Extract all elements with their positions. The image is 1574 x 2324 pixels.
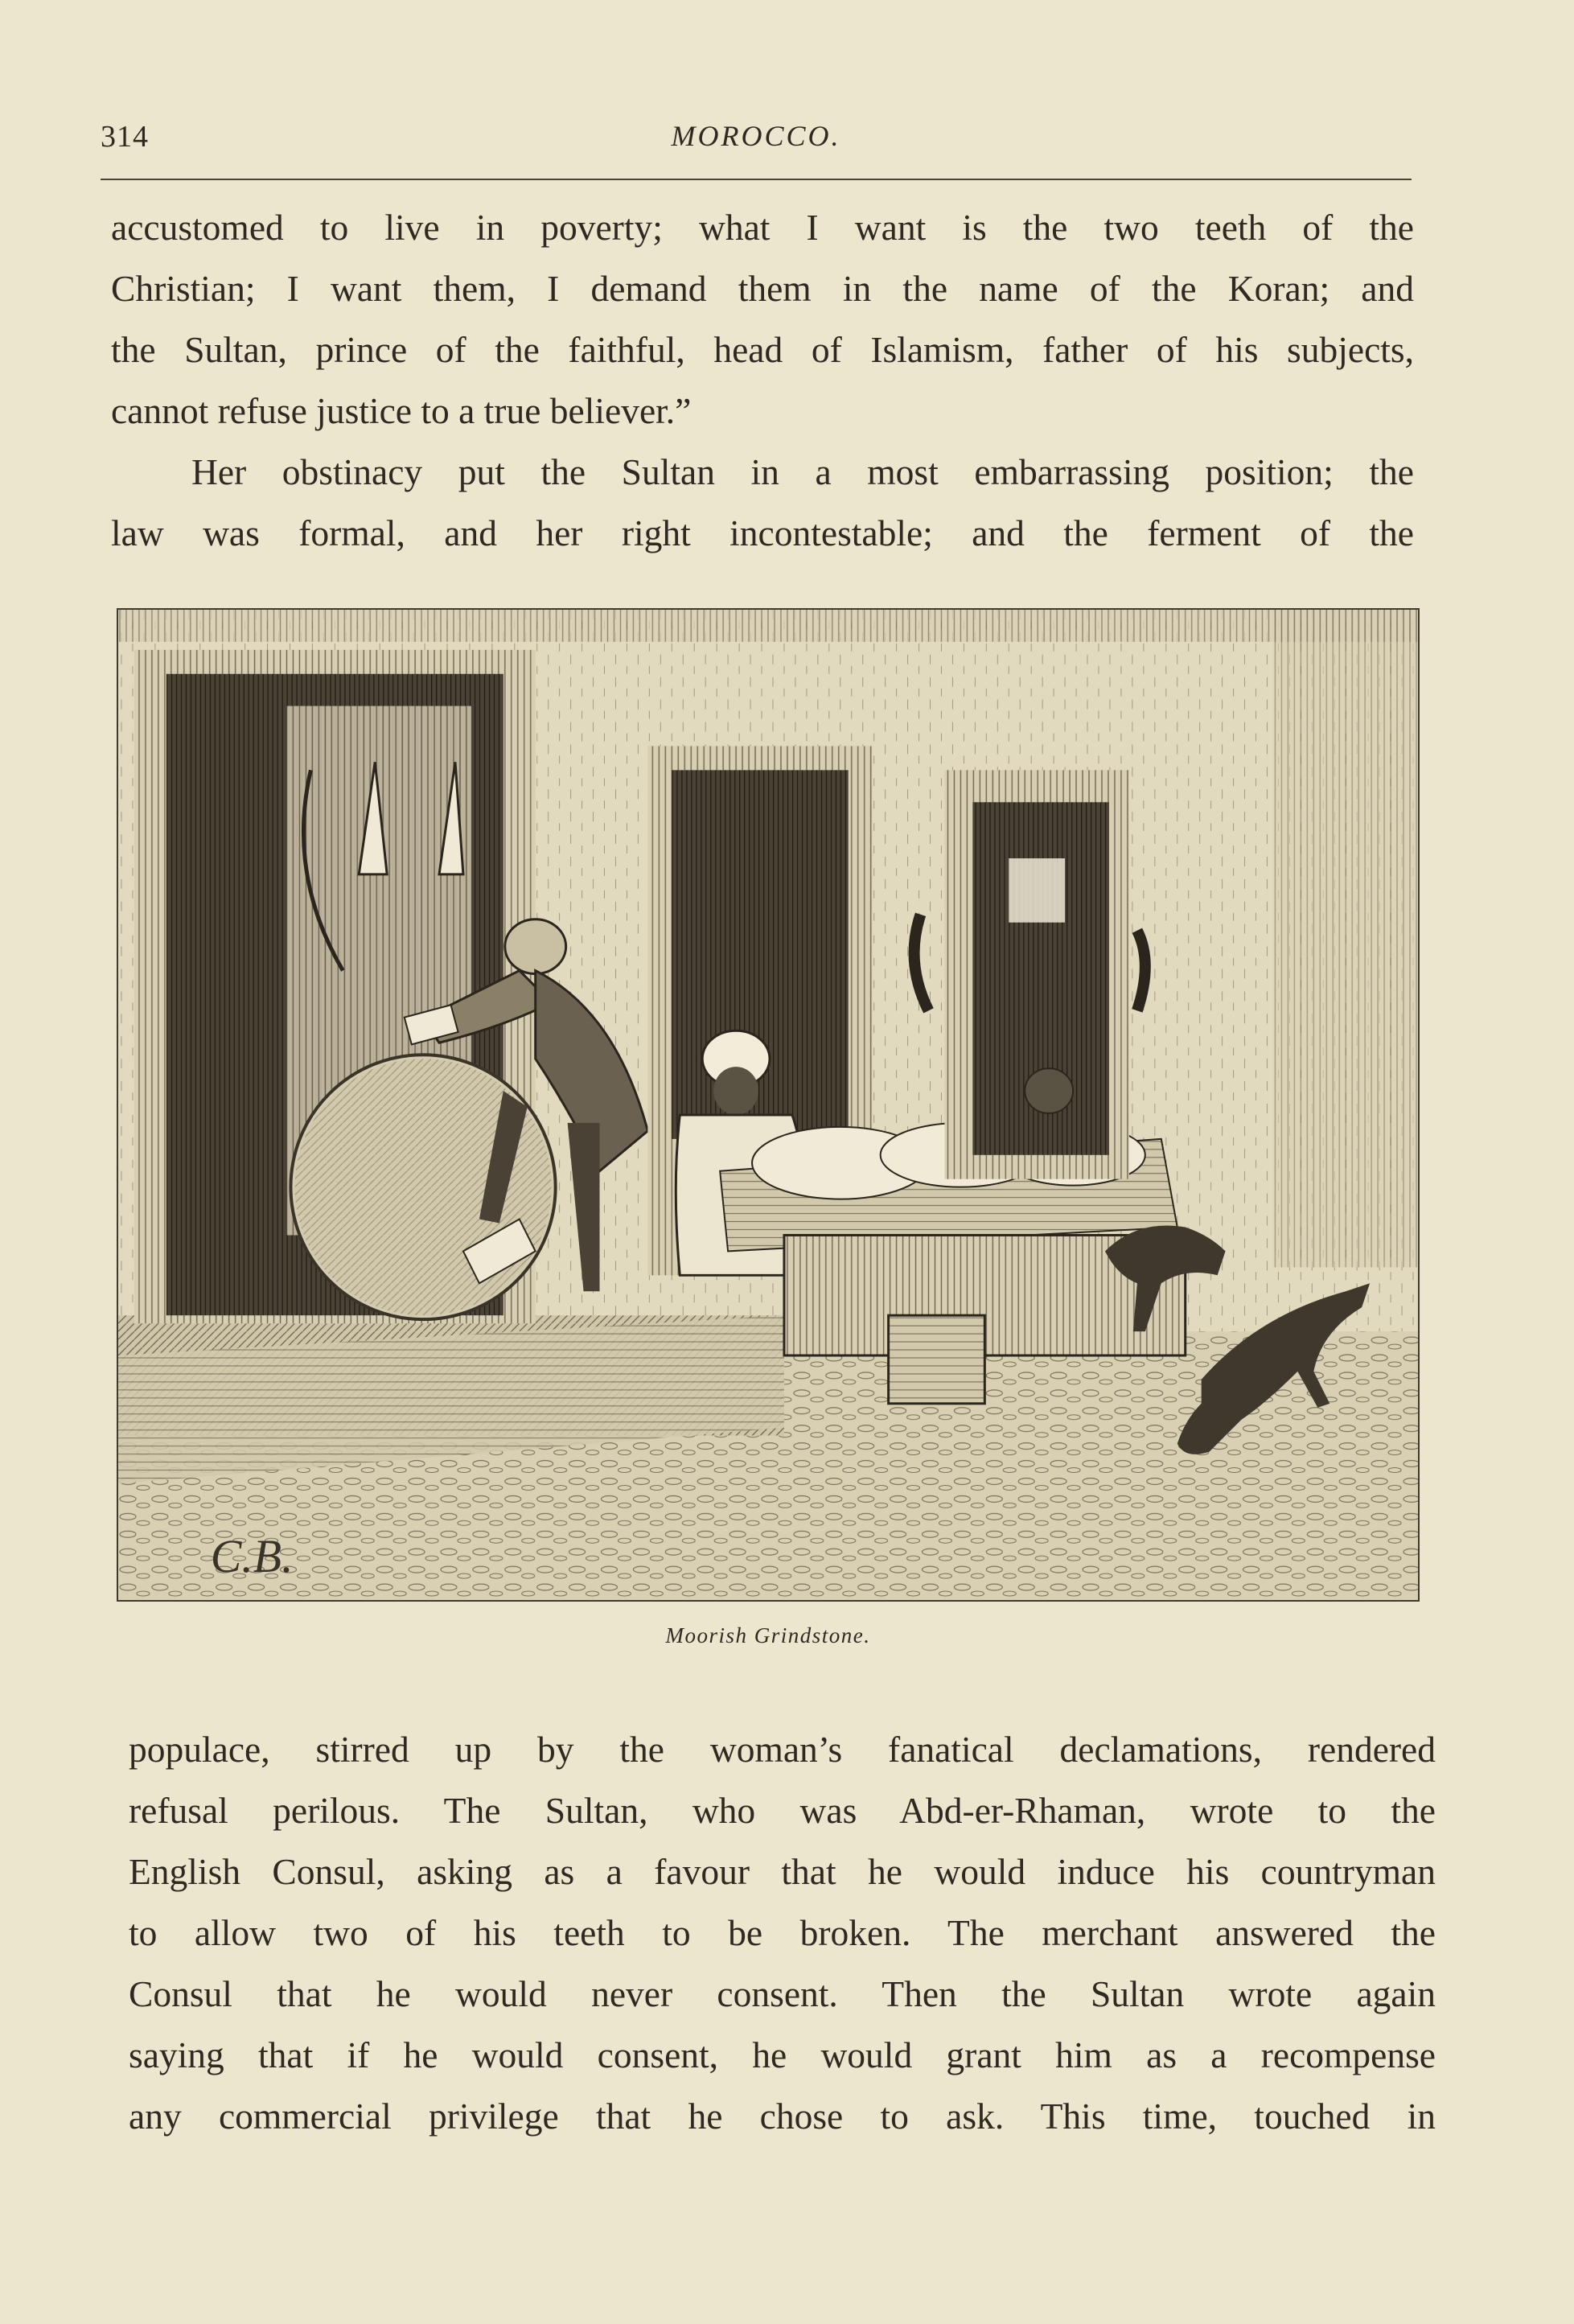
text-line: English Consul, asking as a favour that he would induce his countryman [129,1851,1436,1892]
page-number: 314 [101,120,149,154]
text-line: Consul that he would never consent. Then the Sultan wrote again [129,1973,1436,2014]
text-line: cannot refuse justice to a true believer.” [111,390,692,431]
lower-text-block [129,1719,1436,2147]
text-line: Christian; I want them, I demand them in the name of the Koran; and [111,268,1414,309]
paragraph-continued [111,197,1414,442]
running-title: MOROCCO. [671,120,841,152]
paragraph-continued [129,1719,1436,2147]
text-line: to allow two of his teeth to be broken. The merchant answered the [129,1912,1436,1953]
text-line: saying that if he would consent, he would grant him as a recompense [129,2034,1436,2075]
text-line: any commercial privilege that he chose to ask. This time, touched in [129,2096,1436,2137]
text-line: refusal perilous. The Sultan, who was Abd-er-Rhaman, wrote to the [129,1790,1436,1831]
upper-text-block [111,197,1414,564]
paragraph [111,442,1414,564]
text-line: accustomed to live in poverty; what I want is the two teeth of the [111,207,1414,248]
text-line: law was formal, and her right incontestable; and the ferment of the [111,512,1414,553]
moorish-grindstone-engraving [118,610,1418,1600]
running-head [101,119,1412,167]
text-line: populace, stirred up by the woman’s fanatical declamations, rendered [129,1729,1436,1770]
text-line: Her obstinacy put the Sultan in a most embarrassing position; the [191,451,1414,492]
header-rule [101,179,1412,180]
text-line: the Sultan, prince of the faithful, head of Islamism, father of his subjects, [111,329,1414,370]
figure-caption: Moorish Grindstone. [665,1623,871,1647]
engraving-illustration [117,608,1420,1602]
engraver-monogram: C.B. [210,1530,294,1583]
